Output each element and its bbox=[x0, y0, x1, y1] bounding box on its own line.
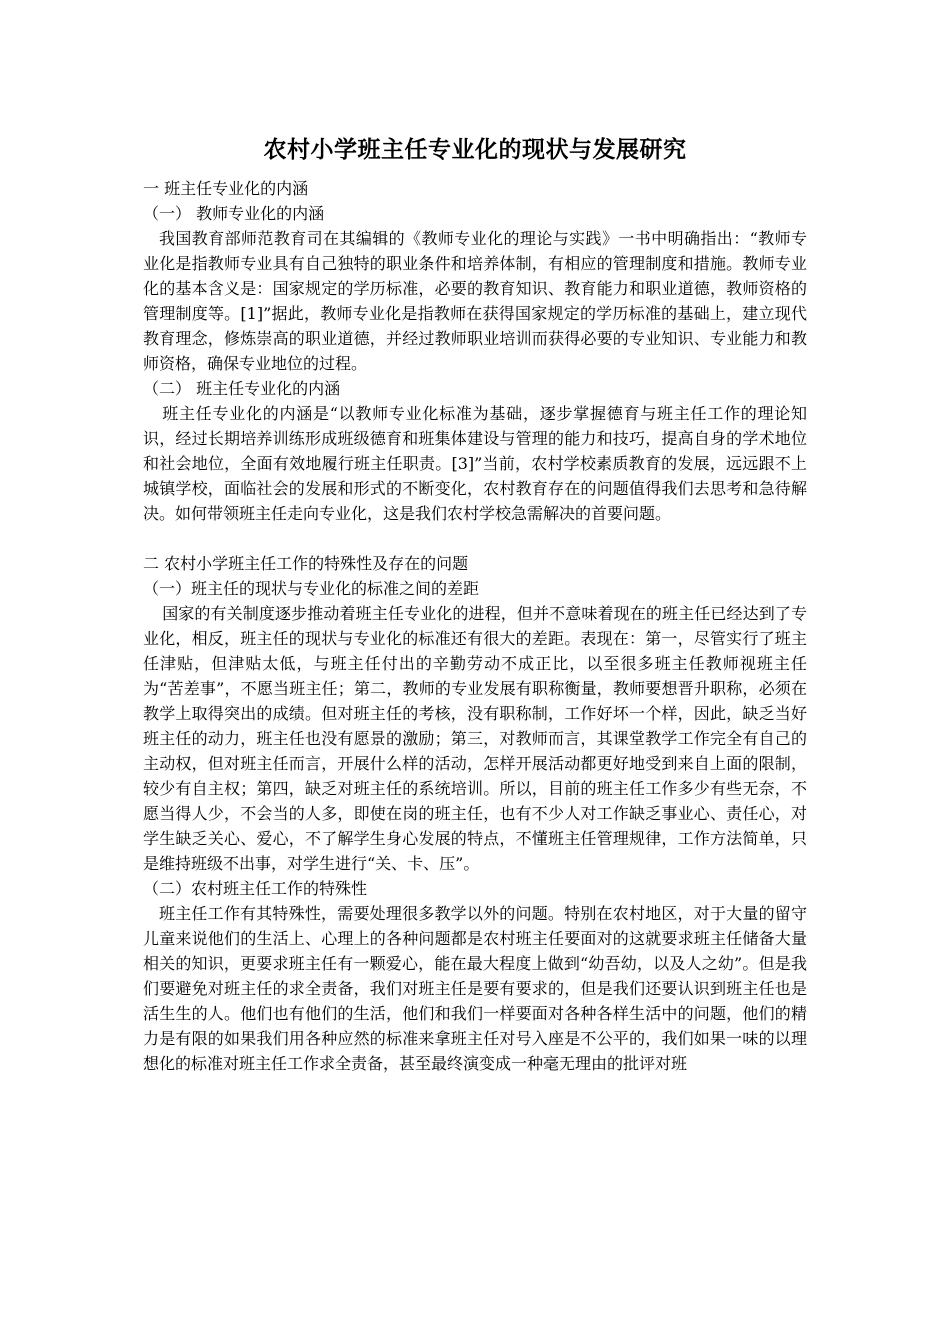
section-heading-1: 一 班主任专业化的内涵 bbox=[143, 179, 309, 198]
subsection-heading-1-2: （二） 班主任专业化的内涵 bbox=[143, 379, 341, 398]
paragraph-2-2: 班主任工作有其特殊性，需要处理很多教学以外的问题。特别在农村地区，对于大量的留守儿童来说他们的生活上、心理上的各种问题都是农村班主任要面对的这就要求班主任储备大量相关的知识，更要求班主任有一颗爱心，能在最大程度上做到“幼吾幼，以及人之幼”。但是我们要避免对班主任的求全责备，我们对班主任是要有要求的，但是我们还要认识到班主任也是活生生的人。他们也有他们的生活，他们和我们一样要面对各种各样生活中的问题，他们的精力是有限的如果我们用各种应然的标准来拿班主任对号入座是不公平的，我们如果一味的以理想化的标准对班主任工作求全责备，甚至最终演变成一种毫无理由的批评对班 bbox=[143, 904, 807, 1073]
subsection-heading-2-2: （二）农村班主任工作的特殊性 bbox=[143, 879, 368, 898]
paragraph-2-1: 国家的有关制度逐步推动着班主任专业化的进程，但并不意味着现在的班主任已经达到了专业化，相反，班主任的现状与专业化的标准还有很大的差距。表现在：第一，尽管实行了班主任津贴，但津贴太低，与班主任付出的辛勤劳动不成正比，以至很多班主任教师视班主任为“苦差事”，不愿当班主任；第二，教师的专业发展有职称衡量，教师要想晋升职称，必须在教学上取得突出的成绩。但对班主任的考核，没有职称制，工作好坏一个样，因此，缺乏当好班主任的动力，班主任也没有愿景的激励；第三，对教师而言，其课堂教学工作完全有自己的主动权，但对班主任而言，开展什么样的活动，怎样开展活动都更好地受到来自上面的限制，较少有自主权；第四，缺乏对班主任的系统培训。所以，目前的班主任工作多少有些无奈，不愿当得人少，不会当的人多，即使在岗的班主任，也有不少人对工作缺乏事业心、责任心，对学生缺乏关心、爱心，不了解学生身心发展的特点，不懂班主任管理规律，工作方法简单，只是维持班级不出事，对学生进行“关、卡、压”。 bbox=[143, 604, 807, 873]
paragraph-1-1: 我国教育部师范教育司在其编辑的《教师专业化的理论与实践》一书中明确指出：“教师专业化是指教师专业具有自己独特的职业条件和培养体制，有相应的管理制度和措施。教师专业化的基本含义是：国家规定的学历标准，必要的教育知识、教育能力和职业道德，教师资格的管理制度等。[1]”据此，教师专业化是指教师在获得国家规定的学历标准的基础上，建立现代教育理念，修炼崇高的职业道德，并经过教师职业培训而获得必要的专业知识、专业能力和教师资格，确保专业地位的过程。 bbox=[143, 229, 807, 373]
subsection-heading-1-1: （一） 教师专业化的内涵 bbox=[143, 204, 325, 223]
section-heading-2: 二 农村小学班主任工作的特殊性及存在的问题 bbox=[143, 554, 469, 573]
blank-line bbox=[143, 526, 807, 551]
document-body bbox=[143, 128, 807, 1076]
document-title: 农村小学班主任专业化的现状与发展研究 bbox=[263, 136, 687, 163]
subsection-heading-2-1: （一）班主任的现状与专业化的标准之间的差距 bbox=[143, 579, 480, 598]
paragraph-1-2: 班主任专业化的内涵是“以教师专业化标准为基础，逐步掌握德育与班主任工作的理论知识，经过长期培养训练形成班级德育和班集体建设与管理的能力和技巧，提高自身的学术地位和社会地位，全面有效地履行班主任职责。[3]”当前，农村学校素质教育的发展，远远跟不上城镇学校，面临社会的发展和形式的不断变化，农村教育存在的问题值得我们去思考和急待解决。如何带领班主任走向专业化，这是我们农村学校急需解决的首要问题。 bbox=[143, 404, 807, 523]
